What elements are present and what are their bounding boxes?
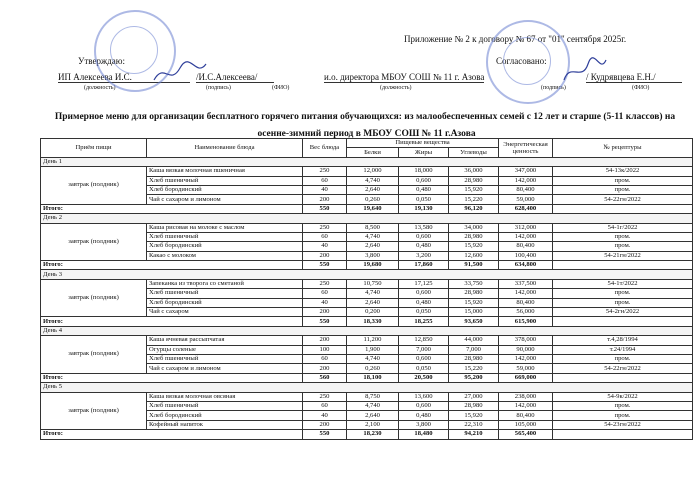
carbs-cell: 12,600 (449, 251, 499, 260)
carbs-cell: 34,000 (449, 223, 499, 232)
energy-cell: 347,000 (499, 167, 553, 176)
total-carbs: 96,120 (449, 204, 499, 213)
total-label: Итого: (41, 204, 303, 213)
total-weight: 560 (303, 373, 347, 382)
appendix-text: Приложение № 2 к договору № 67 от "01" сентября 2025г. (404, 34, 627, 44)
right-signature-caption: (подпись) (541, 85, 566, 91)
total-fat: 19,130 (399, 204, 449, 213)
table-row (41, 223, 693, 232)
weight-cell: 40 (303, 185, 347, 194)
header-nutrients: Пищевые вещества (347, 139, 499, 148)
weight-cell: 60 (303, 176, 347, 185)
protein-cell: 2,100 (347, 420, 399, 429)
day-label: День 4 (41, 326, 693, 335)
total-protein: 19,680 (347, 261, 399, 270)
energy-cell: 378,000 (499, 336, 553, 345)
day-label: День 5 (41, 383, 693, 392)
right-position: и.о. директора МБОУ СОШ № 11 г. Азова (324, 72, 485, 82)
total-energy: 615,900 (499, 317, 553, 326)
total-recipe-empty (553, 317, 693, 326)
energy-cell: 56,000 (499, 308, 553, 317)
fat-cell: 13,580 (399, 223, 449, 232)
meal-cell: завтрак (полдник) (41, 279, 147, 317)
header-carbs: Углеводы (449, 148, 499, 157)
total-protein: 18,100 (347, 373, 399, 382)
meal-cell: завтрак (полдник) (41, 392, 147, 430)
day-row (41, 326, 693, 335)
fat-cell: 0,600 (399, 401, 449, 410)
carbs-cell: 28,980 (449, 401, 499, 410)
protein-cell: 1,900 (347, 345, 399, 354)
carbs-cell: 28,980 (449, 289, 499, 298)
weight-cell: 40 (303, 298, 347, 307)
day-row (41, 157, 693, 166)
dish-cell: Хлеб пшеничный (147, 289, 303, 298)
document-title-line2: осенне-зимний период в МБОУ СОШ № 11 г.Азова (41, 129, 693, 139)
menu-table (40, 129, 693, 440)
total-energy: 565,400 (499, 430, 553, 439)
total-row (41, 430, 693, 439)
day-row (41, 383, 693, 392)
left-signature-caption: (подпись) (206, 85, 231, 91)
weight-cell: 100 (303, 345, 347, 354)
document-title-line1: Примерное меню для организации бесплатного горячего питания обучающихся: из малообеспеченных семей с 12 лет и старше (5-11 классов) на (54, 112, 676, 122)
header-recipe: № рецептуры (553, 139, 693, 158)
right-signature (560, 56, 610, 86)
total-carbs: 91,500 (449, 261, 499, 270)
protein-cell: 3,800 (347, 251, 399, 260)
recipe-cell: 54-13к/2022 (553, 167, 693, 176)
total-protein: 19,640 (347, 204, 399, 213)
fat-cell: 0,480 (399, 185, 449, 194)
recipe-cell: пром. (553, 185, 693, 194)
total-row (41, 317, 693, 326)
recipe-cell: 54-21гн/2022 (553, 251, 693, 260)
protein-cell: 2,640 (347, 242, 399, 251)
carbs-cell: 33,750 (449, 279, 499, 288)
recipe-cell: 54-22гн/2022 (553, 364, 693, 373)
fat-cell: 13,600 (399, 392, 449, 401)
weight-cell: 40 (303, 242, 347, 251)
energy-cell: 142,000 (499, 401, 553, 410)
recipe-cell: пром. (553, 232, 693, 241)
total-row (41, 204, 693, 213)
total-carbs: 93,650 (449, 317, 499, 326)
header-fat: Жиры (399, 148, 449, 157)
left-fio-caption: (ФИО) (272, 85, 290, 91)
total-label: Итого: (41, 373, 303, 382)
carbs-cell: 15,920 (449, 411, 499, 420)
energy-cell: 238,000 (499, 392, 553, 401)
recipe-cell: 54-22гн/2022 (553, 195, 693, 204)
recipe-cell: пром. (553, 289, 693, 298)
dish-cell: Запеканка из творога со сметаной (147, 279, 303, 288)
left-position-caption: (должность) (84, 85, 116, 91)
fat-cell: 3,800 (399, 420, 449, 429)
menu-table-body (41, 157, 693, 439)
header-dish: Наименование блюда (147, 139, 303, 158)
fat-cell: 0,480 (399, 298, 449, 307)
recipe-cell: пром. (553, 176, 693, 185)
fat-cell: 0,050 (399, 364, 449, 373)
carbs-cell: 22,310 (449, 420, 499, 429)
dish-cell: Каша вязкая молочная овсяная (147, 392, 303, 401)
energy-cell: 80,400 (499, 411, 553, 420)
header-protein: Белки (347, 148, 399, 157)
protein-cell: 10,750 (347, 279, 399, 288)
weight-cell: 250 (303, 279, 347, 288)
fat-cell: 12,850 (399, 336, 449, 345)
protein-cell: 2,640 (347, 185, 399, 194)
total-label: Итого: (41, 261, 303, 270)
recipe-cell: т.4,28/1994 (553, 336, 693, 345)
meal-cell: завтрак (полдник) (41, 336, 147, 374)
dish-cell: Хлеб бородинский (147, 298, 303, 307)
left-org: ИП Алексеева И.С. (58, 72, 190, 83)
carbs-cell: 15,220 (449, 195, 499, 204)
dish-cell: Хлеб бородинский (147, 185, 303, 194)
total-energy: 634,800 (499, 261, 553, 270)
carbs-cell: 15,220 (449, 364, 499, 373)
day-label: День 2 (41, 214, 693, 223)
weight-cell: 60 (303, 289, 347, 298)
total-energy: 669,000 (499, 373, 553, 382)
total-row (41, 261, 693, 270)
fat-cell: 0,480 (399, 242, 449, 251)
table-row (41, 279, 693, 288)
right-name: / Кудрявцева Е.Н./ (586, 72, 682, 83)
right-position-caption: (должность) (380, 85, 412, 91)
recipe-cell: 54-9к/2022 (553, 392, 693, 401)
meal-cell: завтрак (полдник) (41, 167, 147, 205)
day-label: День 1 (41, 157, 693, 166)
carbs-cell: 36,000 (449, 167, 499, 176)
weight-cell: 40 (303, 411, 347, 420)
energy-cell: 59,000 (499, 364, 553, 373)
weight-cell: 200 (303, 364, 347, 373)
carbs-cell: 28,980 (449, 232, 499, 241)
total-protein: 18,330 (347, 317, 399, 326)
total-weight: 550 (303, 261, 347, 270)
total-energy: 628,400 (499, 204, 553, 213)
energy-cell: 59,000 (499, 195, 553, 204)
header-meal: Приём пищи (41, 139, 147, 158)
fat-cell: 0,600 (399, 232, 449, 241)
dish-cell: Каша рисовая на молоке с маслом (147, 223, 303, 232)
recipe-cell: 54-1г/2022 (553, 223, 693, 232)
energy-cell: 312,000 (499, 223, 553, 232)
total-weight: 550 (303, 317, 347, 326)
recipe-cell: пром. (553, 298, 693, 307)
table-row (41, 167, 693, 176)
weight-cell: 200 (303, 336, 347, 345)
protein-cell: 2,640 (347, 411, 399, 420)
energy-cell: 80,400 (499, 185, 553, 194)
approve-label: Утверждаю: (78, 56, 126, 66)
day-row (41, 214, 693, 223)
total-carbs: 95,200 (449, 373, 499, 382)
carbs-cell: 15,000 (449, 308, 499, 317)
carbs-cell: 28,980 (449, 176, 499, 185)
protein-cell: 0,260 (347, 364, 399, 373)
dish-cell: Хлеб бородинский (147, 242, 303, 251)
recipe-cell: пром. (553, 242, 693, 251)
total-fat: 18,255 (399, 317, 449, 326)
total-carbs: 94,210 (449, 430, 499, 439)
recipe-cell: 54-23гн/2022 (553, 420, 693, 429)
protein-cell: 4,740 (347, 401, 399, 410)
recipe-cell: 54-1т/2022 (553, 279, 693, 288)
dish-cell: Огурцы соленые (147, 345, 303, 354)
agree-label: Согласовано: (496, 56, 547, 66)
day-label: День 3 (41, 270, 693, 279)
total-row (41, 373, 693, 382)
fat-cell: 17,125 (399, 279, 449, 288)
total-weight: 550 (303, 204, 347, 213)
dish-cell: Хлеб пшеничный (147, 232, 303, 241)
carbs-cell: 28,980 (449, 354, 499, 363)
left-name: /И.С.Алексеева/ (196, 72, 274, 83)
energy-cell: 80,400 (499, 242, 553, 251)
total-label: Итого: (41, 430, 303, 439)
protein-cell: 8,500 (347, 223, 399, 232)
right-fio-caption: (ФИО) (632, 85, 650, 91)
protein-cell: 4,740 (347, 232, 399, 241)
dish-cell: Какао с молоком (147, 251, 303, 260)
header-energy: Энергетическая ценность (499, 139, 553, 158)
right-stamp-inner (503, 37, 551, 85)
carbs-cell: 7,000 (449, 345, 499, 354)
energy-cell: 337,500 (499, 279, 553, 288)
protein-cell: 12,000 (347, 167, 399, 176)
weight-cell: 200 (303, 308, 347, 317)
dish-cell: Кофейный напиток (147, 420, 303, 429)
protein-cell: 4,740 (347, 176, 399, 185)
total-protein: 18,230 (347, 430, 399, 439)
fat-cell: 18,000 (399, 167, 449, 176)
weight-cell: 60 (303, 232, 347, 241)
dish-cell: Хлеб пшеничный (147, 354, 303, 363)
carbs-cell: 44,000 (449, 336, 499, 345)
energy-cell: 142,000 (499, 232, 553, 241)
fat-cell: 0,600 (399, 354, 449, 363)
total-recipe-empty (553, 261, 693, 270)
carbs-cell: 15,920 (449, 185, 499, 194)
total-fat: 17,860 (399, 261, 449, 270)
protein-cell: 0,260 (347, 195, 399, 204)
energy-cell: 142,000 (499, 289, 553, 298)
fat-cell: 0,480 (399, 411, 449, 420)
energy-cell: 105,000 (499, 420, 553, 429)
total-fat: 18,480 (399, 430, 449, 439)
fat-cell: 0,600 (399, 289, 449, 298)
table-row (41, 336, 693, 345)
total-weight: 550 (303, 430, 347, 439)
fat-cell: 7,000 (399, 345, 449, 354)
dish-cell: Хлеб бородинский (147, 411, 303, 420)
energy-cell: 142,000 (499, 176, 553, 185)
weight-cell: 60 (303, 401, 347, 410)
dish-cell: Каша ячневая рассыпчатая (147, 336, 303, 345)
protein-cell: 0,200 (347, 308, 399, 317)
recipe-cell: пром. (553, 354, 693, 363)
day-row (41, 270, 693, 279)
dish-cell: Хлеб пшеничный (147, 176, 303, 185)
recipe-cell: 54-2гн/2022 (553, 308, 693, 317)
dish-cell: Каша вязкая молочная пшеничная (147, 167, 303, 176)
fat-cell: 0,050 (399, 195, 449, 204)
carbs-cell: 27,000 (449, 392, 499, 401)
carbs-cell: 15,920 (449, 242, 499, 251)
carbs-cell: 15,920 (449, 298, 499, 307)
total-recipe-empty (553, 204, 693, 213)
recipe-cell: т.24/1994 (553, 345, 693, 354)
energy-cell: 100,400 (499, 251, 553, 260)
protein-cell: 4,740 (347, 354, 399, 363)
recipe-cell: пром. (553, 411, 693, 420)
protein-cell: 11,200 (347, 336, 399, 345)
fat-cell: 0,600 (399, 176, 449, 185)
dish-cell: Чай с сахаром (147, 308, 303, 317)
energy-cell: 80,400 (499, 298, 553, 307)
protein-cell: 2,640 (347, 298, 399, 307)
weight-cell: 250 (303, 167, 347, 176)
table-row (41, 392, 693, 401)
dish-cell: Чай с сахаром и лимоном (147, 364, 303, 373)
protein-cell: 8,750 (347, 392, 399, 401)
weight-cell: 60 (303, 354, 347, 363)
weight-cell: 250 (303, 392, 347, 401)
total-label: Итого: (41, 317, 303, 326)
total-recipe-empty (553, 373, 693, 382)
fat-cell: 3,200 (399, 251, 449, 260)
dish-cell: Чай с сахаром и лимоном (147, 195, 303, 204)
total-recipe-empty (553, 430, 693, 439)
fat-cell: 0,050 (399, 308, 449, 317)
total-fat: 20,500 (399, 373, 449, 382)
header-weight: Вес блюда (303, 139, 347, 158)
dish-cell: Хлеб пшеничный (147, 401, 303, 410)
weight-cell: 200 (303, 420, 347, 429)
recipe-cell: пром. (553, 401, 693, 410)
energy-cell: 142,000 (499, 354, 553, 363)
left-signature (150, 58, 210, 88)
protein-cell: 4,740 (347, 289, 399, 298)
meal-cell: завтрак (полдник) (41, 223, 147, 261)
weight-cell: 200 (303, 251, 347, 260)
energy-cell: 90,000 (499, 345, 553, 354)
weight-cell: 200 (303, 195, 347, 204)
weight-cell: 250 (303, 223, 347, 232)
